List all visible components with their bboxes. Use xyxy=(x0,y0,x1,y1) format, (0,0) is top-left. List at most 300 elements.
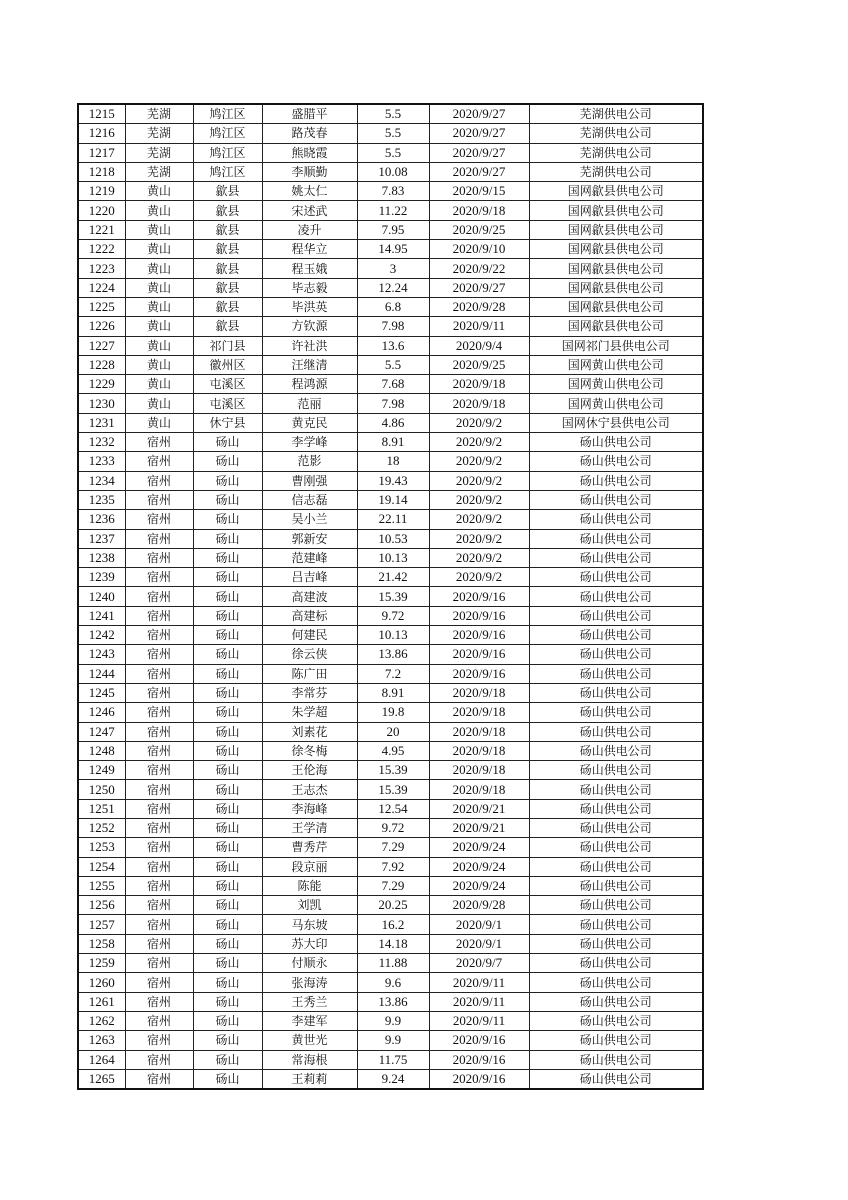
cell-date: 2020/9/11 xyxy=(429,973,529,992)
cell-company: 砀山供电公司 xyxy=(529,838,703,857)
cell-name: 姚太仁 xyxy=(262,182,357,201)
cell-date: 2020/9/18 xyxy=(429,722,529,741)
cell-amount: 5.5 xyxy=(357,124,429,143)
cell-county: 徽州区 xyxy=(193,355,262,374)
table-row xyxy=(78,992,703,1011)
cell-company: 砀山供电公司 xyxy=(529,645,703,664)
cell-company: 芜湖供电公司 xyxy=(529,162,703,181)
cell-company: 国网歙县供电公司 xyxy=(529,259,703,278)
cell-city: 宿州 xyxy=(125,876,193,895)
cell-date: 2020/9/7 xyxy=(429,954,529,973)
cell-date: 2020/9/18 xyxy=(429,703,529,722)
table-row xyxy=(78,568,703,587)
cell-company: 砀山供电公司 xyxy=(529,1031,703,1050)
cell-date: 2020/9/25 xyxy=(429,355,529,374)
cell-amount: 10.13 xyxy=(357,548,429,567)
cell-date: 2020/9/15 xyxy=(429,182,529,201)
cell-date: 2020/9/16 xyxy=(429,606,529,625)
cell-city: 宿州 xyxy=(125,954,193,973)
cell-amount: 7.68 xyxy=(357,375,429,394)
cell-city: 宿州 xyxy=(125,703,193,722)
cell-date: 2020/9/2 xyxy=(429,490,529,509)
cell-county: 砀山 xyxy=(193,915,262,934)
cell-name: 李常芬 xyxy=(262,683,357,702)
cell-company: 砀山供电公司 xyxy=(529,703,703,722)
cell-city: 宿州 xyxy=(125,433,193,452)
cell-date: 2020/9/27 xyxy=(429,104,529,124)
cell-amount: 5.5 xyxy=(357,104,429,124)
cell-company: 芜湖供电公司 xyxy=(529,104,703,124)
cell-company: 砀山供电公司 xyxy=(529,471,703,490)
cell-county: 鸠江区 xyxy=(193,162,262,181)
cell-row-number: 1261 xyxy=(78,992,125,1011)
cell-name: 王学清 xyxy=(262,818,357,837)
cell-name: 李建军 xyxy=(262,1011,357,1030)
table-row xyxy=(78,278,703,297)
cell-row-number: 1260 xyxy=(78,973,125,992)
cell-name: 高建标 xyxy=(262,606,357,625)
cell-city: 宿州 xyxy=(125,626,193,645)
cell-row-number: 1228 xyxy=(78,355,125,374)
cell-company: 国网黄山供电公司 xyxy=(529,375,703,394)
cell-city: 宿州 xyxy=(125,606,193,625)
table-row xyxy=(78,510,703,529)
cell-county: 砀山 xyxy=(193,510,262,529)
cell-name: 程鸿源 xyxy=(262,375,357,394)
cell-date: 2020/9/22 xyxy=(429,259,529,278)
cell-date: 2020/9/25 xyxy=(429,220,529,239)
cell-row-number: 1258 xyxy=(78,934,125,953)
cell-company: 砀山供电公司 xyxy=(529,433,703,452)
cell-name: 曹刚强 xyxy=(262,471,357,490)
table-row xyxy=(78,240,703,259)
table-row xyxy=(78,664,703,683)
cell-city: 芜湖 xyxy=(125,143,193,162)
cell-company: 砀山供电公司 xyxy=(529,896,703,915)
cell-date: 2020/9/2 xyxy=(429,548,529,567)
cell-row-number: 1263 xyxy=(78,1031,125,1050)
cell-date: 2020/9/27 xyxy=(429,124,529,143)
cell-date: 2020/9/24 xyxy=(429,838,529,857)
table-row xyxy=(78,124,703,143)
cell-county: 砀山 xyxy=(193,838,262,857)
cell-name: 许社洪 xyxy=(262,336,357,355)
cell-date: 2020/9/16 xyxy=(429,587,529,606)
table-row xyxy=(78,703,703,722)
cell-amount: 20.25 xyxy=(357,896,429,915)
cell-name: 熊晓霞 xyxy=(262,143,357,162)
cell-amount: 19.8 xyxy=(357,703,429,722)
cell-name: 程玉娥 xyxy=(262,259,357,278)
cell-county: 砀山 xyxy=(193,548,262,567)
cell-name: 吕吉峰 xyxy=(262,568,357,587)
cell-county: 砀山 xyxy=(193,626,262,645)
cell-company: 砀山供电公司 xyxy=(529,664,703,683)
cell-city: 宿州 xyxy=(125,664,193,683)
cell-name: 吴小兰 xyxy=(262,510,357,529)
cell-city: 宿州 xyxy=(125,915,193,934)
cell-county: 砀山 xyxy=(193,1050,262,1069)
cell-amount: 15.39 xyxy=(357,761,429,780)
cell-amount: 12.24 xyxy=(357,278,429,297)
table-row xyxy=(78,761,703,780)
cell-date: 2020/9/2 xyxy=(429,471,529,490)
cell-county: 砀山 xyxy=(193,799,262,818)
cell-name: 陈能 xyxy=(262,876,357,895)
cell-amount: 7.29 xyxy=(357,838,429,857)
cell-city: 黄山 xyxy=(125,297,193,316)
cell-row-number: 1234 xyxy=(78,471,125,490)
cell-row-number: 1254 xyxy=(78,857,125,876)
cell-row-number: 1226 xyxy=(78,317,125,336)
cell-row-number: 1235 xyxy=(78,490,125,509)
cell-county: 鸠江区 xyxy=(193,104,262,124)
cell-date: 2020/9/18 xyxy=(429,741,529,760)
cell-amount: 7.29 xyxy=(357,876,429,895)
cell-row-number: 1264 xyxy=(78,1050,125,1069)
table-row xyxy=(78,413,703,432)
cell-company: 砀山供电公司 xyxy=(529,799,703,818)
table-row xyxy=(78,162,703,181)
cell-county: 砀山 xyxy=(193,992,262,1011)
table-row xyxy=(78,954,703,973)
cell-name: 何建民 xyxy=(262,626,357,645)
cell-name: 刘凯 xyxy=(262,896,357,915)
cell-amount: 9.6 xyxy=(357,973,429,992)
cell-city: 宿州 xyxy=(125,568,193,587)
cell-row-number: 1224 xyxy=(78,278,125,297)
cell-amount: 8.91 xyxy=(357,683,429,702)
cell-county: 歙县 xyxy=(193,278,262,297)
cell-date: 2020/9/16 xyxy=(429,1069,529,1089)
cell-date: 2020/9/28 xyxy=(429,297,529,316)
cell-name: 曹秀芹 xyxy=(262,838,357,857)
cell-company: 砀山供电公司 xyxy=(529,761,703,780)
cell-name: 李顺勤 xyxy=(262,162,357,181)
table-row xyxy=(78,394,703,413)
cell-amount: 10.53 xyxy=(357,529,429,548)
cell-amount: 7.92 xyxy=(357,857,429,876)
cell-amount: 21.42 xyxy=(357,568,429,587)
cell-row-number: 1265 xyxy=(78,1069,125,1089)
cell-row-number: 1257 xyxy=(78,915,125,934)
cell-city: 宿州 xyxy=(125,683,193,702)
cell-name: 苏大印 xyxy=(262,934,357,953)
cell-amount: 7.98 xyxy=(357,317,429,336)
table-row xyxy=(78,645,703,664)
cell-amount: 16.2 xyxy=(357,915,429,934)
cell-amount: 14.18 xyxy=(357,934,429,953)
cell-company: 芜湖供电公司 xyxy=(529,143,703,162)
cell-city: 芜湖 xyxy=(125,162,193,181)
cell-city: 芜湖 xyxy=(125,104,193,124)
cell-name: 黄克民 xyxy=(262,413,357,432)
cell-amount: 15.39 xyxy=(357,587,429,606)
cell-city: 黄山 xyxy=(125,220,193,239)
cell-name: 盛腊平 xyxy=(262,104,357,124)
cell-date: 2020/9/10 xyxy=(429,240,529,259)
cell-row-number: 1232 xyxy=(78,433,125,452)
cell-county: 砀山 xyxy=(193,433,262,452)
cell-company: 砀山供电公司 xyxy=(529,1069,703,1089)
cell-row-number: 1239 xyxy=(78,568,125,587)
table-row xyxy=(78,722,703,741)
cell-company: 砀山供电公司 xyxy=(529,818,703,837)
table-row xyxy=(78,375,703,394)
cell-row-number: 1246 xyxy=(78,703,125,722)
cell-company: 砀山供电公司 xyxy=(529,529,703,548)
cell-city: 黄山 xyxy=(125,182,193,201)
cell-date: 2020/9/21 xyxy=(429,799,529,818)
cell-county: 砀山 xyxy=(193,1011,262,1030)
cell-row-number: 1220 xyxy=(78,201,125,220)
cell-row-number: 1231 xyxy=(78,413,125,432)
cell-amount: 11.22 xyxy=(357,201,429,220)
cell-date: 2020/9/1 xyxy=(429,915,529,934)
cell-city: 宿州 xyxy=(125,1031,193,1050)
cell-date: 2020/9/16 xyxy=(429,645,529,664)
cell-name: 王志杰 xyxy=(262,780,357,799)
table-row xyxy=(78,1050,703,1069)
cell-row-number: 1253 xyxy=(78,838,125,857)
cell-company: 砀山供电公司 xyxy=(529,587,703,606)
cell-name: 朱学超 xyxy=(262,703,357,722)
cell-county: 砀山 xyxy=(193,934,262,953)
cell-row-number: 1238 xyxy=(78,548,125,567)
table-row xyxy=(78,317,703,336)
cell-name: 方钦源 xyxy=(262,317,357,336)
cell-city: 宿州 xyxy=(125,992,193,1011)
cell-date: 2020/9/18 xyxy=(429,683,529,702)
cell-row-number: 1251 xyxy=(78,799,125,818)
cell-city: 宿州 xyxy=(125,1069,193,1089)
cell-company: 芜湖供电公司 xyxy=(529,124,703,143)
cell-city: 宿州 xyxy=(125,722,193,741)
table-row xyxy=(78,1069,703,1089)
cell-county: 砀山 xyxy=(193,761,262,780)
cell-row-number: 1223 xyxy=(78,259,125,278)
cell-county: 鸠江区 xyxy=(193,124,262,143)
cell-company: 砀山供电公司 xyxy=(529,973,703,992)
cell-row-number: 1222 xyxy=(78,240,125,259)
table-row xyxy=(78,452,703,471)
cell-company: 砀山供电公司 xyxy=(529,876,703,895)
cell-name: 程华立 xyxy=(262,240,357,259)
cell-amount: 5.5 xyxy=(357,355,429,374)
cell-amount: 4.86 xyxy=(357,413,429,432)
cell-name: 陈广田 xyxy=(262,664,357,683)
cell-company: 砀山供电公司 xyxy=(529,548,703,567)
cell-city: 宿州 xyxy=(125,780,193,799)
cell-date: 2020/9/2 xyxy=(429,452,529,471)
cell-name: 凌升 xyxy=(262,220,357,239)
cell-row-number: 1237 xyxy=(78,529,125,548)
cell-county: 歙县 xyxy=(193,297,262,316)
cell-row-number: 1216 xyxy=(78,124,125,143)
cell-county: 砀山 xyxy=(193,818,262,837)
table-row xyxy=(78,818,703,837)
cell-name: 范建峰 xyxy=(262,548,357,567)
table-row xyxy=(78,838,703,857)
cell-date: 2020/9/2 xyxy=(429,529,529,548)
cell-date: 2020/9/27 xyxy=(429,278,529,297)
cell-company: 国网黄山供电公司 xyxy=(529,355,703,374)
cell-company: 砀山供电公司 xyxy=(529,992,703,1011)
cell-name: 徐冬梅 xyxy=(262,741,357,760)
cell-county: 歙县 xyxy=(193,220,262,239)
cell-row-number: 1240 xyxy=(78,587,125,606)
cell-city: 宿州 xyxy=(125,510,193,529)
cell-amount: 22.11 xyxy=(357,510,429,529)
cell-name: 马东坡 xyxy=(262,915,357,934)
cell-city: 宿州 xyxy=(125,645,193,664)
cell-county: 砀山 xyxy=(193,529,262,548)
cell-company: 砀山供电公司 xyxy=(529,606,703,625)
cell-city: 黄山 xyxy=(125,375,193,394)
cell-county: 砀山 xyxy=(193,722,262,741)
cell-row-number: 1247 xyxy=(78,722,125,741)
table-row xyxy=(78,143,703,162)
cell-date: 2020/9/27 xyxy=(429,162,529,181)
cell-row-number: 1252 xyxy=(78,818,125,837)
cell-name: 王莉莉 xyxy=(262,1069,357,1089)
cell-city: 宿州 xyxy=(125,1050,193,1069)
cell-amount: 20 xyxy=(357,722,429,741)
table-row xyxy=(78,896,703,915)
cell-amount: 5.5 xyxy=(357,143,429,162)
cell-county: 歙县 xyxy=(193,317,262,336)
cell-city: 黄山 xyxy=(125,355,193,374)
cell-county: 歙县 xyxy=(193,240,262,259)
cell-amount: 13.86 xyxy=(357,645,429,664)
cell-date: 2020/9/18 xyxy=(429,201,529,220)
table-row xyxy=(78,297,703,316)
cell-amount: 11.75 xyxy=(357,1050,429,1069)
cell-row-number: 1250 xyxy=(78,780,125,799)
cell-county: 休宁县 xyxy=(193,413,262,432)
table-row xyxy=(78,433,703,452)
cell-amount: 13.86 xyxy=(357,992,429,1011)
cell-city: 黄山 xyxy=(125,259,193,278)
table-row xyxy=(78,220,703,239)
table-row xyxy=(78,201,703,220)
table-row xyxy=(78,1031,703,1050)
cell-city: 黄山 xyxy=(125,413,193,432)
cell-amount: 7.2 xyxy=(357,664,429,683)
cell-company: 砀山供电公司 xyxy=(529,934,703,953)
cell-city: 宿州 xyxy=(125,490,193,509)
cell-date: 2020/9/16 xyxy=(429,626,529,645)
cell-amount: 8.91 xyxy=(357,433,429,452)
cell-city: 黄山 xyxy=(125,201,193,220)
cell-amount: 9.72 xyxy=(357,818,429,837)
cell-name: 常海根 xyxy=(262,1050,357,1069)
cell-name: 毕洪英 xyxy=(262,297,357,316)
cell-county: 砀山 xyxy=(193,683,262,702)
cell-name: 刘素花 xyxy=(262,722,357,741)
cell-company: 砀山供电公司 xyxy=(529,510,703,529)
cell-name: 王秀兰 xyxy=(262,992,357,1011)
cell-county: 砀山 xyxy=(193,1031,262,1050)
cell-date: 2020/9/2 xyxy=(429,568,529,587)
cell-county: 砀山 xyxy=(193,664,262,683)
table-row xyxy=(78,490,703,509)
table-row xyxy=(78,104,703,124)
table-row xyxy=(78,587,703,606)
cell-company: 砀山供电公司 xyxy=(529,954,703,973)
cell-name: 范丽 xyxy=(262,394,357,413)
cell-county: 砀山 xyxy=(193,954,262,973)
cell-name: 宋述武 xyxy=(262,201,357,220)
cell-amount: 9.9 xyxy=(357,1011,429,1030)
table-row xyxy=(78,336,703,355)
cell-date: 2020/9/2 xyxy=(429,510,529,529)
cell-row-number: 1230 xyxy=(78,394,125,413)
cell-county: 砀山 xyxy=(193,587,262,606)
cell-city: 宿州 xyxy=(125,857,193,876)
cell-company: 砀山供电公司 xyxy=(529,1050,703,1069)
cell-amount: 15.39 xyxy=(357,780,429,799)
cell-row-number: 1262 xyxy=(78,1011,125,1030)
cell-row-number: 1225 xyxy=(78,297,125,316)
cell-county: 砀山 xyxy=(193,703,262,722)
cell-county: 砀山 xyxy=(193,471,262,490)
cell-company: 国网歙县供电公司 xyxy=(529,220,703,239)
cell-date: 2020/9/18 xyxy=(429,394,529,413)
table-row xyxy=(78,1011,703,1030)
cell-company: 国网休宁县供电公司 xyxy=(529,413,703,432)
cell-city: 芜湖 xyxy=(125,124,193,143)
cell-row-number: 1241 xyxy=(78,606,125,625)
cell-county: 砀山 xyxy=(193,606,262,625)
cell-row-number: 1259 xyxy=(78,954,125,973)
cell-city: 宿州 xyxy=(125,896,193,915)
cell-date: 2020/9/11 xyxy=(429,1011,529,1030)
cell-amount: 7.95 xyxy=(357,220,429,239)
cell-company: 国网歙县供电公司 xyxy=(529,240,703,259)
cell-county: 砀山 xyxy=(193,452,262,471)
cell-date: 2020/9/28 xyxy=(429,896,529,915)
table-row xyxy=(78,915,703,934)
cell-name: 徐云侠 xyxy=(262,645,357,664)
cell-county: 砀山 xyxy=(193,973,262,992)
cell-city: 宿州 xyxy=(125,1011,193,1030)
cell-city: 宿州 xyxy=(125,741,193,760)
cell-company: 国网黄山供电公司 xyxy=(529,394,703,413)
cell-company: 国网歙县供电公司 xyxy=(529,182,703,201)
cell-row-number: 1229 xyxy=(78,375,125,394)
cell-city: 黄山 xyxy=(125,394,193,413)
cell-row-number: 1249 xyxy=(78,761,125,780)
cell-row-number: 1218 xyxy=(78,162,125,181)
cell-date: 2020/9/24 xyxy=(429,876,529,895)
cell-city: 宿州 xyxy=(125,761,193,780)
cell-county: 屯溪区 xyxy=(193,375,262,394)
cell-name: 付顺永 xyxy=(262,954,357,973)
cell-city: 宿州 xyxy=(125,799,193,818)
cell-amount: 7.98 xyxy=(357,394,429,413)
cell-date: 2020/9/16 xyxy=(429,1031,529,1050)
cell-amount: 18 xyxy=(357,452,429,471)
cell-amount: 10.08 xyxy=(357,162,429,181)
table-row xyxy=(78,548,703,567)
cell-date: 2020/9/24 xyxy=(429,857,529,876)
cell-row-number: 1255 xyxy=(78,876,125,895)
cell-city: 宿州 xyxy=(125,529,193,548)
cell-date: 2020/9/11 xyxy=(429,992,529,1011)
cell-amount: 9.72 xyxy=(357,606,429,625)
cell-city: 宿州 xyxy=(125,548,193,567)
